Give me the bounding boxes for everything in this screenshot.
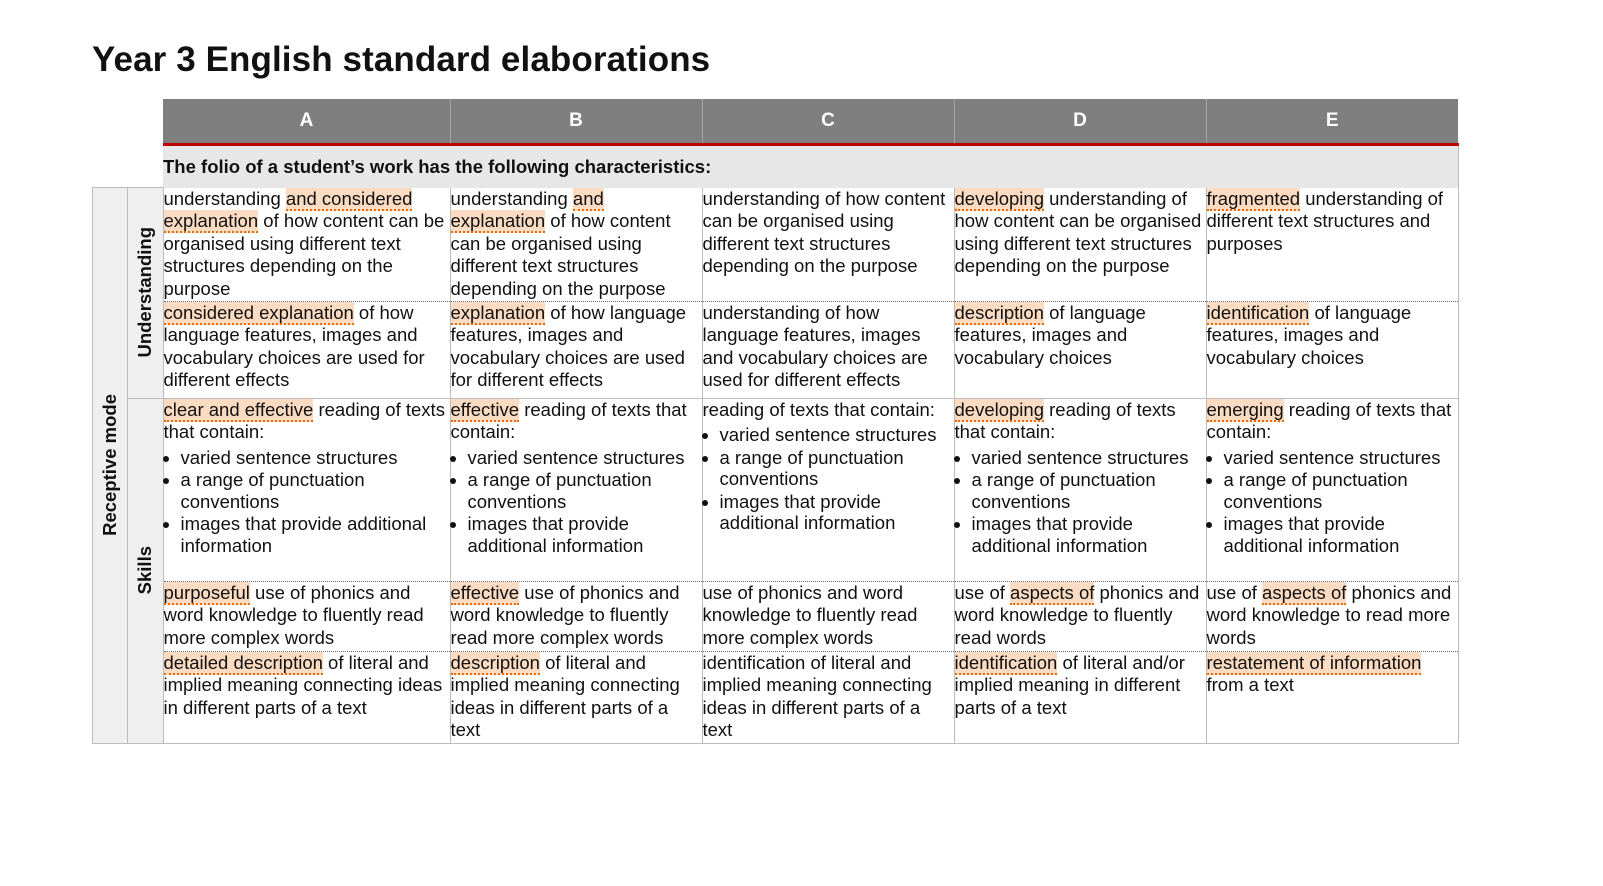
highlighted-text: aspects of (1010, 581, 1095, 603)
text-segment: of how language features, images and vocabulary choices are used for different effects (163, 301, 425, 391)
cell-text (955, 399, 1206, 444)
highlighted-text: emerging (1206, 398, 1284, 420)
text-segment: reading of texts that contain: (1206, 398, 1452, 443)
cell-c (702, 188, 954, 302)
cell-text (1207, 188, 1458, 256)
cell-text (164, 652, 450, 720)
text-segment: use of (1206, 581, 1263, 603)
cell-a (163, 398, 450, 581)
cell-text (1207, 582, 1458, 650)
cell-text (164, 302, 450, 392)
cell-text (955, 302, 1206, 370)
bullet-item: • varied sentence structures (972, 447, 1206, 469)
cell-text (451, 652, 702, 742)
column-header-a: A (163, 99, 450, 144)
highlighted-text: considered explanation (163, 301, 354, 323)
text-segment: identification of literal and implied meaning connecting ideas in different parts of a text (702, 651, 932, 741)
bullet-item: • varied sentence structures (181, 447, 450, 469)
bullet-list (451, 447, 702, 557)
cell-text (703, 399, 954, 422)
cell-e (1206, 188, 1458, 302)
cell-b (450, 301, 702, 398)
cell-text (955, 652, 1206, 720)
bullet-item: • a range of punctuation conventions (181, 469, 450, 512)
cell-a (163, 651, 450, 743)
cell-e (1206, 398, 1458, 581)
text-segment: understanding of different text structures and purposes (1206, 187, 1444, 254)
column-header-c: C (702, 99, 954, 144)
highlighted-text: aspects of (1262, 581, 1347, 603)
bullet-list (955, 447, 1206, 557)
cell-b (450, 398, 702, 581)
cell-e (1206, 651, 1458, 743)
cell-text (955, 582, 1206, 650)
section-label-skills: Skills (134, 546, 156, 595)
cell-text (955, 188, 1206, 278)
highlighted-text: effective (450, 398, 520, 420)
section-cell-skills (128, 398, 163, 743)
bullet-item: • a range of punctuation conventions (972, 469, 1206, 512)
cell-d (954, 651, 1206, 743)
cell-c (702, 651, 954, 743)
receptive-mode-label: Receptive mode (99, 394, 121, 537)
column-header-d: D (954, 99, 1206, 144)
cell-b (450, 581, 702, 651)
bullet-item: • images that provide additional information (181, 513, 450, 556)
cell-text (164, 188, 450, 301)
text-segment: understanding (163, 187, 286, 209)
standards-table (92, 99, 1459, 744)
folio-corner (93, 144, 164, 188)
text-segment: reading of texts that contain: (163, 398, 445, 443)
text-segment: use of phonics and word knowledge to fluently read more complex words (702, 581, 918, 648)
highlighted-text: fragmented (1206, 187, 1301, 209)
bullet-item: • varied sentence structures (720, 424, 954, 446)
folio-row (93, 144, 1459, 188)
text-segment: of literal and implied meaning connecting ideas in different parts of a text (450, 651, 680, 741)
cell-text (703, 652, 954, 742)
cell-d (954, 301, 1206, 398)
text-segment: of language features, images and vocabulary choices (954, 301, 1146, 368)
cell-d (954, 581, 1206, 651)
cell-text (451, 188, 702, 301)
column-header-e: E (1206, 99, 1458, 144)
highlighted-text: and considered explanation (163, 187, 413, 232)
bullet-item: • images that provide additional information (972, 513, 1206, 556)
page-title: Year 3 English standard elaborations (92, 40, 711, 79)
cell-text (164, 399, 450, 444)
bullet-item: • images that provide additional information (720, 491, 954, 534)
highlighted-text: explanation (450, 301, 546, 323)
text-segment: understanding (450, 187, 573, 209)
highlighted-text: purposeful (163, 581, 250, 603)
highlighted-text: description (450, 651, 540, 673)
text-segment: understanding of how language features, images and vocabulary choices are used for different effects (702, 301, 928, 391)
cell-c (702, 581, 954, 651)
bullet-item: • varied sentence structures (468, 447, 702, 469)
bullet-item: • varied sentence structures (1224, 447, 1458, 469)
highlighted-text: developing (954, 398, 1044, 420)
bullet-item: • a range of punctuation conventions (720, 447, 954, 490)
bullet-item: • images that provide additional information (468, 513, 702, 556)
highlighted-text: identification (954, 651, 1058, 673)
cell-text (703, 582, 954, 650)
cell-text (703, 188, 954, 278)
table-row (93, 301, 1459, 398)
section-label-understanding: Understanding (134, 227, 156, 359)
bullet-item: • a range of punctuation conventions (1224, 469, 1458, 512)
cell-text (451, 582, 702, 650)
cell-text (1207, 302, 1458, 370)
cell-text (451, 399, 702, 444)
cell-a (163, 301, 450, 398)
highlighted-text: description (954, 301, 1044, 323)
bullet-list (703, 424, 954, 534)
highlighted-text: clear and effective (163, 398, 314, 420)
cell-e (1206, 581, 1458, 651)
table-row (93, 581, 1459, 651)
highlighted-text: developing (954, 187, 1044, 209)
folio-heading: The folio of a student’s work has the following characteristics: (163, 144, 1458, 188)
section-cell-understanding (128, 188, 163, 399)
text-segment: phonics and word knowledge to read more words (1206, 581, 1452, 648)
cell-e (1206, 301, 1458, 398)
table-body (93, 188, 1459, 744)
text-segment: of language features, images and vocabulary choices (1206, 301, 1412, 368)
text-segment: reading of texts that contain: (702, 398, 935, 420)
cell-text (1207, 399, 1458, 444)
text-segment: understanding of how content can be organised using different text structures depending on the purpose (702, 187, 946, 277)
cell-a (163, 581, 450, 651)
cell-d (954, 188, 1206, 302)
highlighted-text: restatement of information (1206, 651, 1422, 673)
text-segment: phonics and word knowledge to fluently read words (954, 581, 1200, 648)
text-segment: of literal and implied meaning connecting ideas in different parts of a text (163, 651, 443, 718)
text-segment: reading of texts that contain: (450, 398, 687, 443)
column-header-b: B (450, 99, 702, 144)
column-header-row (93, 99, 1459, 144)
highlighted-text: effective (450, 581, 520, 603)
text-segment: use of (954, 581, 1011, 603)
header-corner (93, 99, 164, 144)
cell-c (702, 398, 954, 581)
cell-b (450, 188, 702, 302)
cell-text (164, 582, 450, 650)
text-segment: of how language features, images and vocabulary choices are used for different effects (450, 301, 687, 391)
highlighted-text: identification (1206, 301, 1310, 323)
table-row (93, 651, 1459, 743)
receptive-mode-cell (93, 188, 128, 744)
bullet-item: • images that provide additional information (1224, 513, 1458, 556)
bullet-list (1207, 447, 1458, 557)
highlighted-text: detailed description (163, 651, 323, 673)
text-segment: understanding of how content can be organised using different text structures depending on the purpose (954, 187, 1202, 277)
highlighted-text: and explanation (450, 187, 604, 232)
text-segment: use of phonics and word knowledge to fluently read more complex words (450, 581, 680, 648)
text-segment: of literal and/or implied meaning in different parts of a text (954, 651, 1185, 718)
text-segment: reading of texts that contain: (954, 398, 1176, 443)
bullet-list (164, 447, 450, 557)
text-segment: of how content can be organised using different text structures depending on the purpose (450, 210, 671, 299)
table-row (93, 398, 1459, 581)
cell-a (163, 188, 450, 302)
cell-c (702, 301, 954, 398)
cell-text (1207, 652, 1458, 697)
cell-text (451, 302, 702, 392)
bullet-item: • a range of punctuation conventions (468, 469, 702, 512)
cell-d (954, 398, 1206, 581)
text-segment: use of phonics and word knowledge to fluently read more complex words (163, 581, 424, 648)
cell-text (703, 302, 954, 392)
text-segment: from a text (1206, 674, 1294, 696)
table-row (93, 188, 1459, 302)
cell-b (450, 651, 702, 743)
text-segment: of how content can be organised using different text structures depending on the purpose (163, 210, 445, 299)
